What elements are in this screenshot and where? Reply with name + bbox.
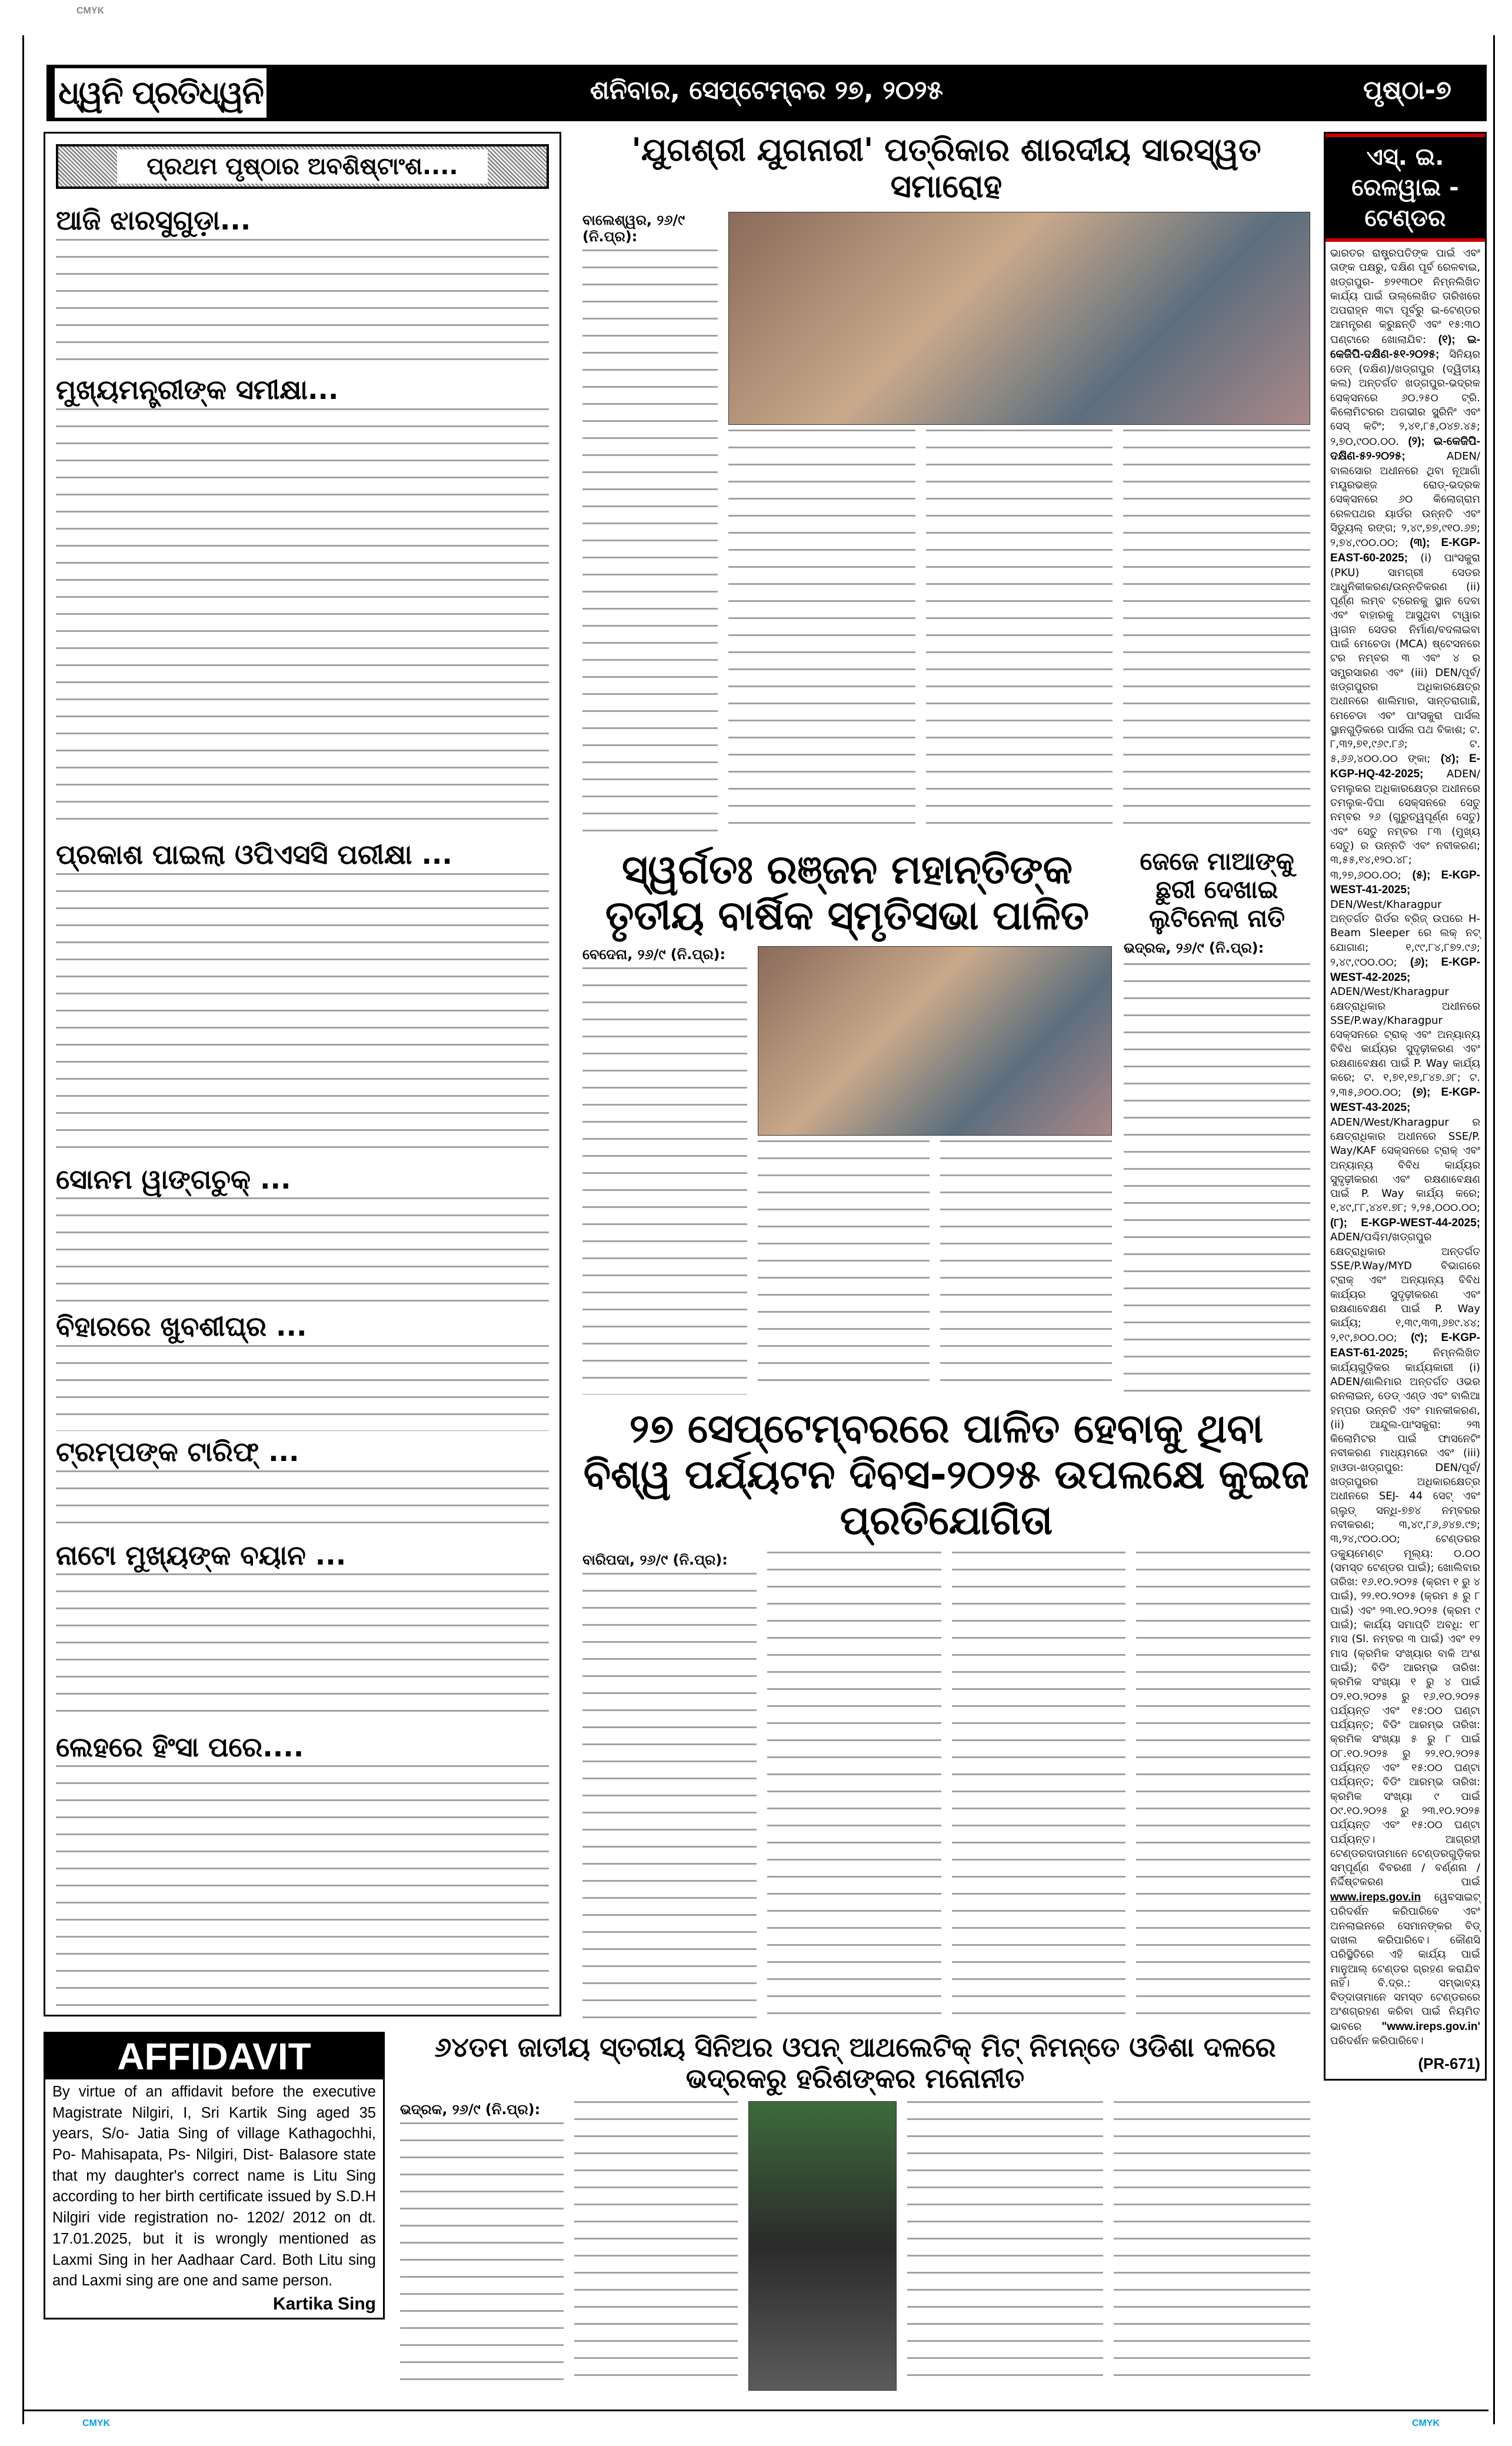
story2-body-col2 xyxy=(758,1140,930,1395)
story4-body-col1 xyxy=(582,1573,757,2018)
tender-text xyxy=(1326,242,1485,2079)
section-cm-review xyxy=(45,369,559,834)
section-bihar xyxy=(45,1306,559,1431)
story5-dateline: ଭଦ୍ରକ, ୨୬/୯ (ନି.ପ୍ର): xyxy=(400,2101,541,2118)
story5-body-col3 xyxy=(907,2101,1104,2391)
tender-closing-3: ପରିଦର୍ଶନ କରିପାରିବେ। xyxy=(1330,2035,1424,2048)
tender-item-text: ସିନିୟର ଡେନ୍ (ଦକ୍ଷିଣ)/ଖଡ୍ଗପୁର (ଦ୍ୱିତୀୟ କଲ) ଅନ୍ତର୍ଗତ ଖଡ୍ଗପୁର-ଭଦ୍ରକ ସେକ୍ସନରେ ୬୦.୨୫୦ ଟ୍ରି. କିଲୋମିଟରର ଅଗଭୀର ସ୍କ୍ରିନିଂ ଏବଂ ସେସ୍ କଟିଂ; ୨,୪୧,୮୫,୦୪୭.୪୫; ୨,୭୦,୯୦୦.୦୦. xyxy=(1330,348,1480,448)
tender-item-code: (୩); E-KGP-EAST-60-2025; xyxy=(1330,537,1480,564)
story4-body-col2 xyxy=(767,1552,941,2018)
story5-body-col4 xyxy=(1114,2101,1310,2391)
continued-label: ପ୍ରଥମ ପୃଷ୍ଠାର ଅବଶିଷ୍ଟାଂଶ.... xyxy=(117,149,487,184)
tender-item-text: ADEN/West/Kharagpur କ୍ଷେତ୍ରାଧିକାର ଅଧୀନରେ SSE/P.way/Kharagpur ସେକ୍ସନରେ ଟ୍ରାକ୍ ଏବଂ ଅନ୍ୟାନ୍ୟ ବିବିଧ କାର୍ଯ୍ୟର ସୁଦୃଢ଼ୀକରଣ ଏବଂ ରକ୍ଷଣାବେକ୍ଷଣ ପାଇଁ P. Way କାର୍ଯ୍ୟ କରେ; ଟ. ୧,୭୧,୧୭,୮୪୭.୬୮; ଟ. ୨,୩୫,୬୦୦.୦୦; xyxy=(1330,986,1480,1099)
section-opsc xyxy=(45,834,559,1159)
story2-body-left xyxy=(582,967,747,1395)
tender-item-code: (୭); E-KGP-WEST-43-2025; xyxy=(1330,1086,1480,1114)
story4 xyxy=(582,1406,1310,2018)
section-heading: ଆଜି ଝାରସୁଗୁଡ଼ା... xyxy=(56,204,251,236)
story1-body-left xyxy=(582,249,718,836)
story1-body-col4 xyxy=(1123,430,1310,836)
issue-date: ଶନିବାର, ସେପ୍ଟେମ୍ବର ୨୭, ୨୦୨୫ xyxy=(590,75,944,105)
article-body xyxy=(56,1345,549,1432)
story4-dateline: ବାରିପଦା, ୨୬/୯ (ନି.ପ୍ର): xyxy=(582,1551,728,1568)
section-heading: ଟ୍ରମ୍ପଙ୍କ ଟାରିଫ୍ ... xyxy=(56,1436,299,1468)
story1 xyxy=(582,132,1310,836)
tender-reference: (PR-671) xyxy=(1418,2054,1480,2072)
article-body xyxy=(56,408,549,834)
tender-item-code: (୨); ଇ-କେଜିପି-ଦକ୍ଷିଣ-୫୨-୨୦୨୫; xyxy=(1330,435,1480,463)
story4-headline: ୨୭ ସେପ୍ଟେମ୍ବରରେ ପାଳିତ ହେବାକୁ ଥିବା ବିଶ୍ୱ ପର୍ଯ୍ୟଟନ ଦିବସ-୨୦୨୫ ଉପଲକ୍ଷେ କୁଇଜ ପ୍ରତିଯୋଗିତା xyxy=(583,1406,1310,1545)
tender-item-code: (୯); E-KGP-EAST-61-2025; xyxy=(1330,1332,1480,1360)
section-heading: ନାଟୋ ମୁଖ୍ୟଙ୍କ ବୟାନ ... xyxy=(56,1539,347,1571)
tender-website-link-2[interactable]: "www.ireps.gov.in' xyxy=(1381,2020,1480,2033)
section-heading: ଲେହରେ ହିଂସା ପରେ.... xyxy=(56,1730,304,1763)
story5-headline: ୬୪ତମ ଜାତୀୟ ସ୍ତରୀୟ ସିନିଅର ଓପନ୍ ଆଥଲେଟିକ୍ ମିଟ୍ ନିମନ୍ତେ ଓଡିଶା ଦଳରେ ଭଦ୍ରକରୁ ହରିଶଙ୍କର ମନୋନୀତ xyxy=(434,2031,1276,2094)
tender-item-code: (୪); E-KGP-HQ-42-2025; xyxy=(1330,753,1480,781)
article-body xyxy=(56,1573,549,1726)
article-body xyxy=(56,1765,549,2006)
tender-item-code: (୫); E-KGP-WEST-41-2025; xyxy=(1330,868,1480,897)
page-number: ପୃଷ୍ଠା-୭ xyxy=(1363,75,1451,105)
crop-line-bottom xyxy=(24,2410,1488,2411)
section-heading: ପ୍ରକାଶ ପାଇଲା ଓପିଏସସି ପରୀକ୍ଷା ... xyxy=(56,838,452,870)
section-sonam xyxy=(45,1159,559,1306)
story5-body-col2 xyxy=(574,2101,738,2391)
affidavit-text: By virtue of an affidavit before the executive Magistrate Nilgiri, I, Sri Kartik Sing aged 35 years, S/o- Jatia Sing of village Kathagochhi, Po- Mahisapata, Ps- Nilgiri, Dist- Balasore state that my daughter's correct name is Litu Sing according to her birth certificate issued by S.D.H Nilgiri vide registration no- 1202/ 2012 on dt. 17.01.2025, but it is wrongly mentioned as Laxmi Sing in her Aadhaar Card. Both Litu sing and Laxmi sing are one and same person. xyxy=(52,2084,376,2289)
tender-item-text: ନିମ୍ନଲିଖିତ କାର୍ଯ୍ୟଗୁଡ଼ିକର କାର୍ଯ୍ୟକାରୀ (i) ADEN/ଶାଲିମାର ଅନ୍ତର୍ଗତ ଓଭର ରନଲାଇନ୍, ଡେଡ୍ ଏଣ୍ଡ ଏବଂ ବାଲିଆ ହମ୍ପର ଉନ୍ନତି ଏବଂ ମାନକୀକରଣ, (ii) ଆନ୍ଦୁଲ-ପାଂସକୁରା: ୨୩ କିଲୋମିଟର ପାଇଁ ଫାସନେଟିଂ ନବୀକରଣ ମାଧ୍ୟମରେ ଏବଂ (iii) ହାଓଡା-ଖଡ୍ଗପୁର: DEN/ପୂର୍ବ/ଖଡ୍ଗପୁରର ଅଧିକାରକ୍ଷେତ୍ର ଅଧୀନରେ SEJ- 44 ସେଟ୍ ଏବଂ ଗ୍ଲୁଡ୍ ସନ୍ଧି-୭୭୪ ନମ୍ବରର ନବୀକରଣ; ୩,୪୯,୮୬,୬୪୭.୯୭; ୩,୨୪,୯୦୦.୦୦; xyxy=(1330,1347,1480,1546)
story1-photo xyxy=(728,212,1310,425)
story5 xyxy=(400,2032,1310,2391)
story4-body-col4 xyxy=(1136,1552,1310,2018)
section-heading: ବିହାରରେ ଖୁବଶୀଘ୍ର ... xyxy=(56,1310,307,1343)
affidavit-notice xyxy=(44,2032,385,2319)
story1-headline: 'ଯୁଗଶ୍ରୀ ଯୁଗନାରୀ' ପତ୍ରିକାର ଶାରଦୀୟ ସାରସ୍ୱତ ସମାରୋହ xyxy=(631,131,1261,205)
tender-item-code: (୮); E-KGP-WEST-44-2025; xyxy=(1330,1216,1480,1229)
section-trump xyxy=(45,1431,559,1534)
tender-item-text: ADEN/ବାଲସୋର ଅଧୀନରେ ଥିବା ନୂଆଗାଁ ମୟୂରଭଞ୍ଜ ରୋଡ୍-ଭଦ୍ରକ ସେକ୍ସନରେ ୬୦ କିଲୋଗ୍ରାମ ରେଳପଥର ୟାର୍ଡର ଉନ୍ନତି ଏବଂ ସିଡ୍ୟୁଲ୍ ରଙ୍ଗ; ୨,୪୯,୭୭,୯୧୦.୬୭; ୨,୭୪,୯୦୦.୦୦; xyxy=(1330,450,1480,550)
story5-photo xyxy=(748,2101,897,2391)
story1-body-col2 xyxy=(728,430,915,836)
masthead xyxy=(46,65,1487,121)
section-leh xyxy=(45,1726,559,2015)
tender-item-text: ADEN/West/Kharagpur ର କ୍ଷେତ୍ରାଧିକାର ଅଧୀନରେ SSE/P. Way/KAF ସେକ୍ସନରେ ଟ୍ରାକ୍ ଏବଂ ଅନ୍ୟାନ୍ୟ ବିବିଧ କାର୍ଯ୍ୟର ସୁଦୃଢ଼ୀକରଣ ଏବଂ ରକ୍ଷଣାବେକ୍ଷଣ ପାଇଁ P. Way କାର୍ଯ୍ୟ କରେ; ୧,୪୯,୮୮,୪୪୧.୭୮; ୨,୨୫,୦୦୦.୦୦; xyxy=(1330,1116,1480,1214)
newspaper-logo: ଧ୍ୱନି ପ୍ରତିଧ୍ୱନି xyxy=(55,68,267,118)
section-heading: ସୋନମ ୱାଙ୍ଗଚୁକ୍ ... xyxy=(56,1163,291,1195)
story4-body-col3 xyxy=(952,1552,1126,2018)
tender-item-text: ADEN/ତମଲୁକର ଅଧିକାରକ୍ଷେତ୍ର ଅଧୀନରେ ତମଲୁକ-ଦିଘା ସେକ୍ସନରେ ସେତୁ ନମ୍ବର ୨୬ (ଗୁରୁତ୍ୱପୂର୍ଣ୍ଣ ସେତୁ) ଏବଂ ସେତୁ ନମ୍ବର ୮୩ (ମୁଖ୍ୟ ସେତୁ) ର ଉନ୍ନତି ଏବଂ ନବୀକରଣ; ୩,୫୫,୧୪,୧୨୦.୪୮; ୩,୨୭,୬୦୦.୦୦; xyxy=(1330,768,1480,881)
tender-website-link[interactable]: www.ireps.gov.in xyxy=(1330,1891,1421,1903)
tender-item-text: ADEN/ପଶ୍ଚିମ/ଖଡ୍ଗପୁର କ୍ଷେତ୍ରାଧିକାର ଅନ୍ତର୍ଗତ SSE/P.Way/MYD ବିଭାଗରେ ଟ୍ରାକ୍ ଏବଂ ଅନ୍ୟାନ୍ୟ ବିବିଧ କାର୍ଯ୍ୟର ସୁଦୃଢ଼ୀକରଣ ଏବଂ ରକ୍ଷଣାବେକ୍ଷଣ ପାଇଁ P. Way କାର୍ଯ୍ୟ; ୧,୩୯,୩୩,୬୭୯.୪୪; ୨,୧୯,୭୦୦.୦୦; xyxy=(1330,1231,1480,1345)
story5-body-col1 xyxy=(400,2122,564,2391)
left-column xyxy=(44,132,561,2016)
affidavit-title: AFFIDAVIT xyxy=(45,2034,383,2079)
story1-dateline: ବାଲେଶ୍ୱର, ୨୬/୯ (ନି.ପ୍ର): xyxy=(582,212,685,245)
crop-line-left xyxy=(22,35,24,2424)
section-jharsuguda xyxy=(45,199,559,369)
story2-photo xyxy=(758,946,1112,1136)
story2-headline: ସ୍ୱର୍ଗତଃ ରଞ୍ଜନ ମହାନ୍ତିଙ୍କ ତୃତୀୟ ବାର୍ଷିକ ସ୍ମୃତିସଭା ପାଳିତ xyxy=(605,847,1090,940)
section-nato xyxy=(45,1535,559,1726)
tender-notice xyxy=(1324,132,1487,2081)
article-body xyxy=(56,873,549,1159)
story2-dateline: ବେଦେନା, ୨୬/୯ (ନି.ପ୍ର): xyxy=(582,946,726,963)
cmyk-mark-bottom-right: CMYK xyxy=(1412,2418,1440,2428)
story3-headline: ଜେଜେ ମାଆଙ୍କୁ ଛୁରୀ ଦେଖାଇ ଲୁଟିନେଲା ନାତି xyxy=(1140,847,1294,933)
crop-line-right xyxy=(1493,35,1495,2424)
story1-body-col3 xyxy=(926,430,1113,836)
tender-item-text: DEN/West/Kharagpur ଅନ୍ତର୍ଗତ ଗିର୍ଡର ବ୍ରିଜ୍ ଉପରେ H-Beam Sleeper ରେ ଲକ୍ ନଟ୍ ଯୋଗାଣ; ୧,୯୯,୮୪,୮୭୨.୯୬; ୨,୪୯,୯୦୦.୦୦; xyxy=(1330,898,1480,969)
tender-item-code: (୬); E-KGP-WEST-42-2025; xyxy=(1330,956,1480,984)
continued-banner xyxy=(56,144,549,189)
tender-item-code: (୧); ଇ-କେଜିପି-ଦକ୍ଷିଣ-୫୧-୨୦୨୫; xyxy=(1330,333,1480,361)
tender-item-text: (i) ପାଂସକୁରା (PKU) ସାମଗ୍ରୀ ସେଡର ଆଧୁନିକୀକରଣ/ଉନ୍ନତିକରଣ (ii) ପୂର୍ଣ୍ଣ ଲମ୍ବ ଟ୍ରେନକୁ ସ୍ଥାନ ଦେବା ଏବଂ ବାହାରକୁ ଆସୁଥିବା ଟାୱାର ୱାଗନ ସେଡର ନିର୍ମାଣ/ବଦଳାଇବା ପାଇଁ ମେଚେଡା (MCA) ଷ୍ଟେସନରେ ଟର ନମ୍ବର ୩ ଏବଂ ୪ ର ସମ୍ପ୍ରସାରଣ ଏବଂ (iii) DEN/ପୂର୍ବ/ଖଡ୍ଗପୁରର ଅଧିକାରକ୍ଷେତ୍ର ଅଧୀନରେ ଶାଲିମାର, ସାନ୍ତରାଗାଛି, ମେଚେଡା ଏବଂ ପାଂସକୁରା ପାର୍ସଲ ସ୍ଥାନଗୁଡ଼ିକରେ ପାର୍ସଲ ପଥ ବିକାଶ; ଟ. ୮,୩୨,୭୧,୯୬୯.୮୬; ଟ. ୫,୬୬,୪୦୦.୦୦ ଙ୍କା; xyxy=(1330,551,1480,766)
story3-dateline: ଭଦ୍ରକ, ୨୬/୯ (ନି.ପ୍ର): xyxy=(1124,939,1264,956)
section-heading: ମୁଖ୍ୟମନ୍ତ୍ରୀଙ୍କ ସମୀକ୍ଷା... xyxy=(56,374,339,406)
affidavit-signature: Kartika Sing xyxy=(272,2294,376,2314)
tender-closing: ଟେଣ୍ଡରର ଡକ୍ୟୁମେଣ୍ଟ ମୂଲ୍ୟ: ୦.୦୦ (ସମସ୍ତ ଟେଣ୍ଡର ପାଇଁ); ଖୋଲିବାର ତାରିଖ: ୧୬.୧୦.୨୦୨୫ (କ୍ରମ ୧ ରୁ ୪ ପାଇଁ), ୨୨.୧୦.୨୦୨୫ (କ୍ରମ ୫ ରୁ ୮ ପାଇଁ) ଏବଂ ୨୩.୧୦.୨୦୨୫ (କ୍ରମ ୯ ପାଇଁ); କାର୍ଯ୍ୟ ସମାପ୍ତି ଅବଧି: ୧୮ ମାସ (Sl. ନମ୍ବର ୩ ପାଇଁ) ଏବଂ ୧୨ ମାସ (କ୍ରମିକ ସଂଖ୍ୟାର ବାକି ଅଂଶ ପାଇଁ); ବିଡିଂ ଆରମ୍ଭ ତାରିଖ: କ୍ରମିକ ସଂଖ୍ୟା ୧ ରୁ ୪ ପାଇଁ ୦୨.୧୦.୨୦୨୫ ରୁ ୧୬.୧୦.୨୦୨୫ ପର୍ଯ୍ୟନ୍ତ ଏବଂ ୧୫:୦୦ ଘଣ୍ଟା ପର୍ଯ୍ୟନ୍ତ; ବିଡିଂ ଆରମ୍ଭ ତାରିଖ: କ୍ରମିକ ସଂଖ୍ୟା ୫ ରୁ ୮ ପାଇଁ ୦୮.୧୦.୨୦୨୫ ରୁ ୨୨.୧୦.୨୦୨୫ ପର୍ଯ୍ୟନ୍ତ ଏବଂ ୧୫:୦୦ ଘଣ୍ଟା ପର୍ଯ୍ୟନ୍ତ; ବିଡିଂ ଆରମ୍ଭ ତାରିଖ: କ୍ରମିକ ସଂଖ୍ୟା ୯ ପାଇଁ ୦୯.୧୦.୨୦୨୫ ରୁ ୨୩.୧୦.୨୦୨୫ ପର୍ଯ୍ୟନ୍ତ ଏବଂ ୧୫:୦୦ ଘଣ୍ଟା ପର୍ଯ୍ୟନ୍ତ। ଆଗ୍ରହୀ ଟେଣ୍ଡରଦାତାମାନେ ଟେଣ୍ଡରଗୁଡ଼ିକର ସମ୍ପୂର୍ଣ୍ଣ ବିବରଣୀ / ବର୍ଣ୍ଣନା / ନିର୍ଦ୍ଦିଷ୍ଟକରଣ ପାଇଁ xyxy=(1330,1533,1480,1889)
story2 xyxy=(582,847,1112,1395)
cmyk-mark-bottom-left: CMYK xyxy=(82,2418,111,2428)
article-body xyxy=(56,239,549,370)
story3 xyxy=(1124,847,1310,1395)
article-body xyxy=(56,1197,549,1306)
tender-intro: ଭାରତର ରାଷ୍ଟ୍ରପତିଙ୍କ ପାଇଁ ଏବଂ ତାଙ୍କ ପକ୍ଷରୁ, ଦକ୍ଷିଣ ପୂର୍ବ ରେଳବାଇ, ଖଡ୍ଗପୁର- ୭୨୧୩୦୧ ନିମ୍ନଲିଖିତ କାର୍ଯ୍ୟ ପାଇଁ ଉଲ୍ଲେଖିତ ତାରିଖରେ ଅପରାହ୍ନ ୩ଟା ପୂର୍ବରୁ ଇ-ଟେଣ୍ଡର ଆମନ୍ତ୍ରଣ କରୁଛନ୍ତି ଏବଂ ୧୫:୩୦ ଘଣ୍ଟାରେ ଖୋଲାଯିବ: xyxy=(1330,247,1480,346)
tender-closing-2: ୱେବସାଇଟ୍ ପରିଦର୍ଶନ କରିପାରିବେ ଏବଂ ଅନଲାଇନରେ ସେମାନଙ୍କର ବିଡ୍ ଦାଖଲ କରିପାରିବେ। କୌଣସି ପରିସ୍ଥିତିରେ ଏହି କାର୍ଯ୍ୟ ପାଇଁ ମାନୁଆଲ୍ ଟେଣ୍ଡର ଗ୍ରହଣ କରାଯିବ ନାହିଁ। ବି.ଦ୍ର.: ସମ୍ଭାବ୍ୟ ବିଡ୍‌ଦାତାମାନେ ସମସ୍ତ ଟେଣ୍ଡରରେ ଅଂଶଗ୍ରହଣ କରିବା ପାଇଁ ନିୟମିତ ଭାବରେ xyxy=(1330,1891,1480,2033)
tender-title: ଏସ୍. ଇ. ରେଳୱାଇ - ଟେଣ୍ଡର xyxy=(1326,134,1485,242)
cmyk-mark-top: CMYK xyxy=(76,6,105,16)
article-body xyxy=(56,1470,549,1535)
story2-body-col3 xyxy=(940,1140,1112,1395)
story3-body xyxy=(1124,963,1310,1395)
